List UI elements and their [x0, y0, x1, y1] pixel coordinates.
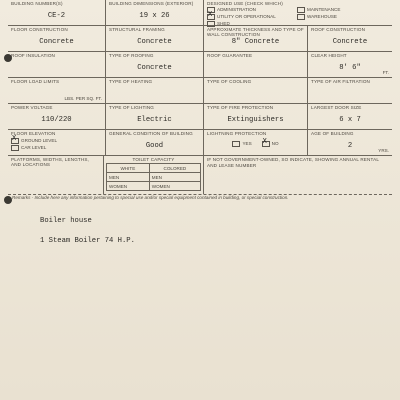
type-of-heating-field[interactable]: TYPE OF HEATING	[106, 78, 204, 103]
punch-hole	[4, 196, 12, 204]
designed-use-administration[interactable]: ADMINISTRATION	[207, 6, 297, 13]
roof-construction-field[interactable]: ROOF CONSTRUCTION Concrete	[311, 27, 368, 46]
air-filtration-field[interactable]: TYPE OF AIR FILTRATION	[311, 79, 371, 84]
form-row-5	[8, 104, 392, 130]
floor-load-limits-field[interactable]: FLOOR LOAD LIMITS LBS. PER SQ. FT.	[8, 78, 106, 103]
roof-guarantee-field[interactable]: ROOF GUARANTEE	[204, 52, 308, 77]
toilet-capacity-field: TOILET CAPACITY WHITE COLORED MEN MEN WOMEN WOMEN	[104, 156, 204, 194]
checkbox[interactable]	[297, 14, 305, 20]
floor-elevation-field: FLOOR ELEVATION XGROUND LEVEL CAR LEVEL	[8, 130, 106, 155]
remarks-label: Remarks - Include here any information pertaining to special use and/or special equipment contained in building, or special construction.	[12, 195, 289, 200]
government-owned-field[interactable]: IF NOT GOVERNMENT-OWNED, SO INDICATE, SHOWING ANNUAL RENTAL AND LEASE NUMBER	[207, 157, 379, 168]
wall-construction-field[interactable]: APPROXIMATE THICKNESS AND TYPE OF WALL CONSTRUCTION 8" Concrete	[204, 26, 308, 51]
general-condition-field[interactable]: GENERAL CONDITION OF BUILDING Good	[106, 130, 204, 155]
checkbox-checked[interactable]	[207, 14, 215, 20]
checkbox[interactable]	[11, 145, 19, 151]
power-voltage-field[interactable]: POWER VOLTAGE 110/220	[8, 104, 106, 129]
designed-use-shed[interactable]: SHED	[207, 20, 241, 27]
roof-insulation-field[interactable]: ROOF INSULATION	[8, 52, 106, 77]
toilet-capacity-table: WHITE COLORED MEN MEN WOMEN WOMEN	[106, 163, 201, 191]
largest-door-size-field[interactable]: LARGEST DOOR SIZE 6 x 7	[311, 105, 362, 124]
designed-use-warehouse[interactable]: WAREHOUSE	[297, 13, 357, 20]
platforms-field[interactable]: PLATFORMS, WIDTHS, LENGTHS, AND LOCATIONS	[8, 156, 104, 194]
type-of-roofing-field[interactable]: TYPE OF ROOFING Concrete	[106, 52, 204, 77]
toilet-cell[interactable]: MEN	[149, 173, 200, 182]
remark-line-1: Boiler house	[40, 217, 92, 225]
form-row-2	[8, 26, 392, 52]
checkbox-checked[interactable]	[262, 141, 270, 147]
fire-protection-field[interactable]: TYPE OF FIRE PROTECTION Extinguishers	[204, 104, 308, 129]
type-of-cooling-field[interactable]: TYPE OF COOLING	[204, 78, 308, 103]
building-dimensions-field[interactable]: BUILDING DIMENSIONS (EXTERIOR) 19 x 26	[106, 0, 204, 25]
toilet-cell[interactable]: MEN	[107, 173, 150, 182]
checkbox[interactable]	[232, 141, 240, 147]
lightning-yes[interactable]: YES	[232, 140, 251, 147]
lightning-no[interactable]: X NO	[262, 140, 279, 147]
toilet-cell[interactable]: WOMEN	[149, 182, 200, 191]
checkbox[interactable]	[297, 7, 305, 13]
toilet-cell[interactable]: WOMEN	[107, 182, 150, 191]
structural-framing-field[interactable]: STRUCTURAL FRAMING Concrete	[106, 26, 204, 51]
remark-line-2: 1 Steam Boiler 74 H.P.	[40, 237, 135, 245]
floor-elevation-car[interactable]: CAR LEVEL	[11, 144, 102, 151]
floor-elevation-ground[interactable]: XGROUND LEVEL	[11, 137, 102, 144]
building-number-value: CE-2	[47, 12, 66, 20]
building-dimensions-value: 19 x 26	[139, 12, 170, 20]
designed-use-utility[interactable]: XUTILITY OR OPERATIONAL	[207, 13, 297, 20]
form-row-3	[8, 52, 392, 78]
form-row-6	[8, 130, 392, 156]
type-of-lighting-field[interactable]: TYPE OF LIGHTING Electric	[106, 104, 204, 129]
lightning-protection-field: LIGHTNING PROTECTION YES X NO	[204, 130, 308, 155]
designed-use-field: DESIGNED USE (CHECK WHICH) ADMINISTRATION XUTILITY OR OPERATIONAL MAINTENANCE WAREHOUSE SHED	[204, 0, 392, 25]
building-number-field[interactable]: BUILDING NUMBER(S) CE-2	[8, 0, 106, 25]
checkbox-checked[interactable]	[11, 138, 19, 144]
age-of-building-field[interactable]: AGE OF BUILDING 2 YRS.	[311, 131, 389, 153]
form-row-1	[8, 0, 392, 26]
clear-height-field[interactable]: CLEAR HEIGHT 8' 6" FT.	[311, 53, 389, 75]
designed-use-maintenance[interactable]: MAINTENANCE	[297, 6, 357, 13]
form-grid	[8, 0, 392, 195]
form-row-7	[8, 156, 392, 195]
form-row-4	[8, 78, 392, 104]
floor-construction-field[interactable]: FLOOR CONSTRUCTION Concrete	[8, 26, 106, 51]
